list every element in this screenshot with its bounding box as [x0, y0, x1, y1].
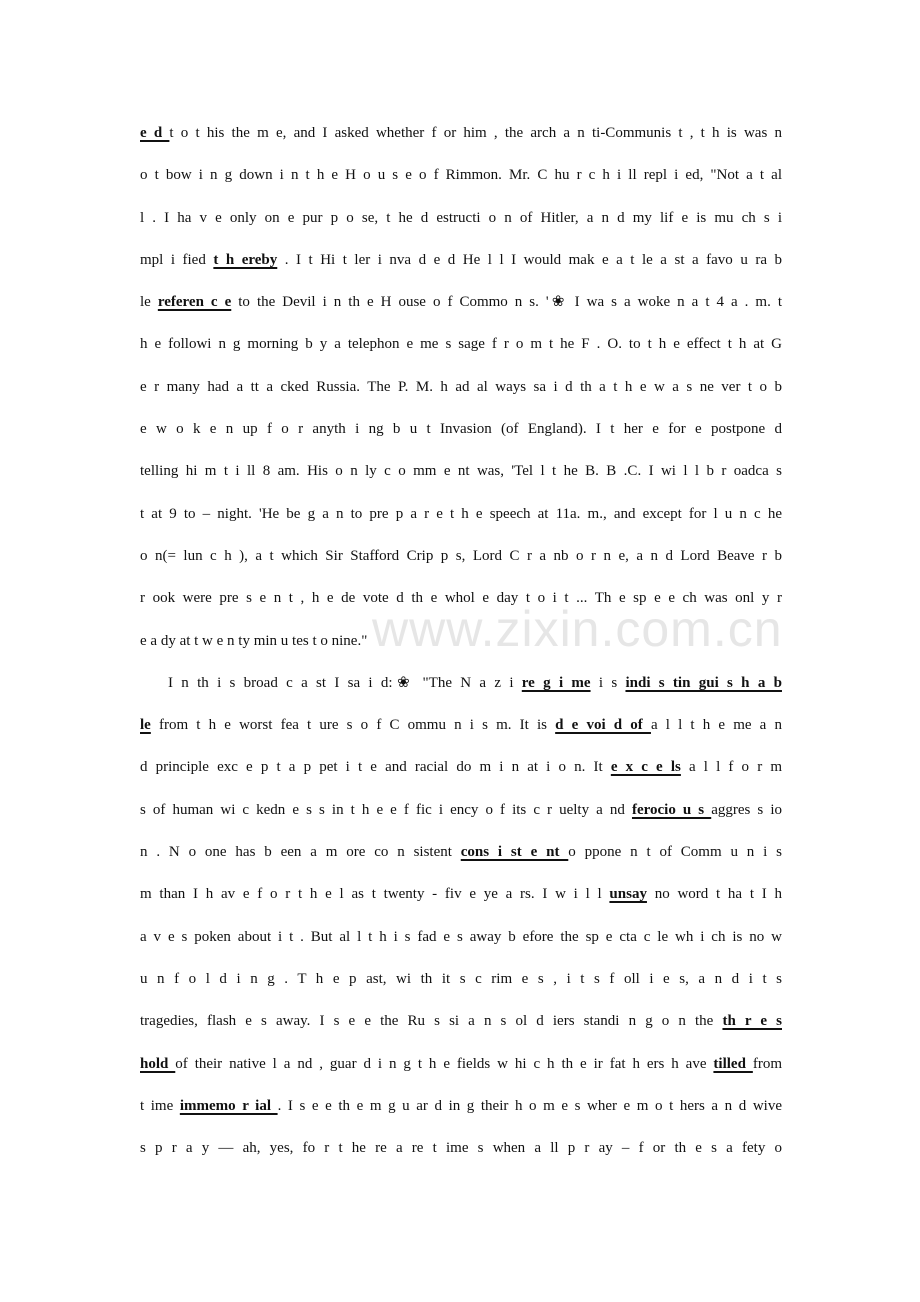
- vocabulary-keyword: t h ereby: [213, 251, 278, 268]
- text-segment: s p r a y — ah, yes, fo r t he re a re t ime s when a ll p r ay – f or th e s a fety o: [140, 1140, 782, 1157]
- text-line: [140, 834, 782, 876]
- vocabulary-keyword: le: [140, 717, 151, 734]
- vocabulary-keyword: th r e s: [722, 1013, 782, 1030]
- vocabulary-keyword: indi s tin gui s h a b: [625, 674, 782, 691]
- text-line: [140, 792, 782, 834]
- vocabulary-keyword: ferocio u s: [631, 801, 712, 818]
- text-segment: o t bow i n g down i n t h e H o u s e o f Rimmon. Mr. C hu r c h i ll repl i ed, "Not a t al: [140, 167, 782, 184]
- text-segment: a l l f o r m: [680, 759, 782, 776]
- vocabulary-keyword: cons i st e nt: [460, 844, 569, 861]
- watermark: www.zixin.com.cn: [372, 601, 783, 657]
- text-segment: n . N o one has b een a m ore co n sistent: [140, 844, 461, 861]
- text-segment: of their native l a nd , guar d i n g t h e fields w hi c h th e ir fat h ers h ave: [175, 1055, 714, 1072]
- vocabulary-keyword: unsay: [609, 886, 647, 903]
- text-segment: to the Devil i n th e H ouse o f Commo n s. '❀ I wa s a woke n a t 4 a . m. t: [231, 294, 783, 311]
- text-segment: e w o k e n up f o r anyth i ng b u t Invasion (of England). I t her e for e postpone d: [140, 421, 782, 438]
- text-line: [140, 1003, 782, 1045]
- vocabulary-keyword: re g i me: [521, 674, 591, 691]
- text-line: [140, 580, 782, 622]
- text-segment: no word t ha t I h: [646, 886, 782, 903]
- text-line: [140, 369, 782, 411]
- text-segment: . I s e e th e m g u ar d in g their h o m e s wher e m o t hers a n d wive: [277, 1097, 782, 1114]
- text-line: [140, 707, 782, 749]
- text-segment: s of human wi c kedn e s s in t h e e f fic i ency o f its c r uelty a nd: [140, 801, 632, 818]
- text-segment: e r many had a tt a cked Russia. The P. M. h ad al ways sa i d th a t h e w a s ne ver t o b: [140, 378, 782, 395]
- text-segment: a l l t h e me a n: [650, 717, 782, 734]
- vocabulary-keyword: referen c e: [157, 294, 232, 311]
- text-segment: from: [752, 1055, 783, 1072]
- text-segment: I n th i s broad c a st I sa i d:❀ "The N a z i: [168, 674, 522, 691]
- text-line: [140, 326, 782, 368]
- text-segment: o n(= lun c h ), a t which Sir Stafford Crip p s, Lord C r a nb o r n e, a n d Lord Beave r b: [140, 547, 782, 564]
- text-line: [140, 623, 782, 665]
- vocabulary-keyword: hold: [140, 1055, 176, 1072]
- text-segment: aggres s io: [711, 801, 783, 818]
- vocabulary-keyword: tilled: [713, 1055, 753, 1072]
- text-segment: d principle exc e p t a p pet i t e and racial do m i n at i o n. It: [140, 759, 611, 776]
- text-line: [140, 538, 782, 580]
- text-segment: tragedies, flash e s away. I s e e the Ru s si a n s ol d iers standi n g o n the: [140, 1013, 723, 1030]
- text-segment: t o t his the m e, and I asked whether f or him , the arch a n ti-Communis t , t h is was n: [169, 125, 782, 141]
- text-line: [140, 115, 782, 157]
- text-segment: u n f o l d i n g . T h e p ast, wi th it s c rim e s , i t s f oll i e s, a n d i t s: [140, 970, 782, 987]
- text-segment: h e followi n g morning b y a telephon e me s sage f r o m t he F . O. to t h e effect t h at G: [140, 336, 782, 353]
- text-line: [140, 876, 782, 918]
- text-segment: a v e s poken about i t . But al l t h i s fad e s away b efore the sp e cta c le wh i ch is no w: [140, 928, 782, 945]
- text-segment: . I t Hi t ler i nva d e d He l l I would mak e a t le a st a favo u ra b: [277, 251, 782, 268]
- text-line: [140, 665, 782, 707]
- text-line: [140, 284, 782, 326]
- text-line: [140, 919, 782, 961]
- text-line: [140, 1130, 782, 1172]
- text-segment: m than I h av e f o r t h e l as t twenty - fiv e ye a rs. I w i l l: [140, 886, 610, 903]
- text-line: [140, 242, 782, 284]
- text-segment: t at 9 to – night. 'He be g a n to pre p a r e t h e speech at 11a. m., and except for l u n c he: [140, 505, 782, 522]
- vocabulary-keyword: e d: [140, 125, 170, 141]
- text-segment: l . I ha v e only on e pur p o se, t he d estructi o n of Hitler, a n d my lif e is mu ch s i: [140, 209, 782, 226]
- text-segment: t ime: [140, 1097, 180, 1114]
- document-page: [140, 115, 782, 1172]
- text-segment: from t h e worst fea t ure s o f C ommu n i s m. It is: [150, 717, 556, 734]
- text-segment: o ppone n t of Comm u n i s: [568, 844, 782, 861]
- text-line: [140, 496, 782, 538]
- text-segment: mpl i fied: [140, 251, 214, 268]
- text-segment: telling hi m t i ll 8 am. His o n ly c o mm e nt was, 'Tel l t he B. B .C. I wi l l b r oadca s: [140, 463, 782, 480]
- text-line: [140, 1088, 782, 1130]
- vocabulary-keyword: e x c e ls: [610, 759, 681, 776]
- text-segment: e a dy at t w e n ty min u tes t o nine.": [140, 632, 368, 649]
- text-line: [140, 961, 782, 1003]
- vocabulary-keyword: immemo r ial: [179, 1097, 278, 1114]
- text-line: [140, 200, 782, 242]
- text-segment: r ook were pre s e n t , h e de vote d th e whol e day t o i t ... Th e sp e e ch was onl y r: [140, 590, 782, 607]
- text-line: [140, 411, 782, 453]
- text-segment: le: [140, 294, 158, 311]
- text-line: [140, 453, 782, 495]
- text-line: [140, 1046, 782, 1088]
- vocabulary-keyword: d e voi d of: [555, 717, 651, 734]
- text-segment: i s: [590, 674, 626, 691]
- text-line: [140, 749, 782, 791]
- text-line: [140, 157, 782, 199]
